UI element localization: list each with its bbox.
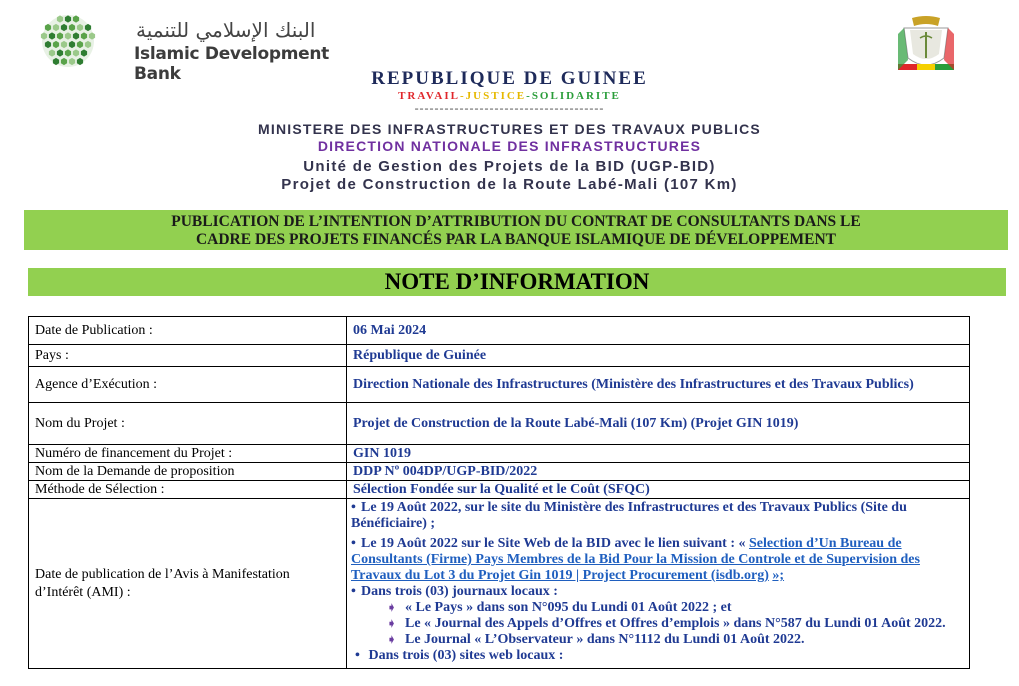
note-title: NOTE D’INFORMATION: [28, 268, 1006, 296]
arrow-bullet-icon: ➧: [387, 618, 397, 630]
bullet-icon: •: [351, 584, 356, 599]
ami-value: [347, 499, 970, 669]
list-item: ➧ Le Journal « L’Observateur » dans N°1112 du Lundi 01 Août 2022.: [387, 632, 805, 647]
table-row: [29, 445, 970, 463]
row-label: Numéro de financement du Projet :: [29, 445, 347, 463]
row-label: Nom de la Demande de proposition: [29, 463, 347, 481]
table-row: [29, 317, 970, 345]
list-item: ➧ Le « Journal des Appels d’Offres et Offres d’emplois » dans N°587 du Lundi 01 Août 2022.: [387, 616, 946, 631]
table-row: [29, 403, 970, 445]
logo-arabic-text: البنك الإسلامي للتنمية: [136, 18, 316, 42]
row-value: République de Guinée: [347, 345, 970, 367]
row-value: 06 Mai 2024: [347, 317, 970, 345]
table-row: [29, 345, 970, 367]
arrow-bullet-icon: ➧: [387, 634, 397, 646]
table-row: [29, 463, 970, 481]
project-name: Projet de Construction de la Route Labé-Mali (107 Km): [281, 176, 738, 193]
ami-label: Date de publication de l’Avis à Manifestation d’Intérêt (AMI) :: [29, 499, 347, 669]
ministry-name: MINISTERE DES INFRASTRUCTURES ET DES TRAVAUX PUBLICS: [258, 121, 761, 137]
logo-english-text: Islamic Development Bank: [134, 44, 329, 84]
table-row: [29, 499, 970, 669]
list-item: • Le 19 Août 2022, sur le site du Ministère des Infrastructures et des Travaux Publics (Site du Bénéficiaire) ;: [351, 500, 907, 531]
arrow-bullet-icon: ➧: [387, 602, 397, 614]
list-item: • Dans trois (03) journaux locaux :: [351, 584, 558, 599]
row-label: Agence d’Exécution :: [29, 367, 347, 403]
row-label: Nom du Projet :: [29, 403, 347, 445]
republic-title: REPUBLIQUE DE GUINEE: [371, 68, 648, 89]
table-row: [29, 367, 970, 403]
row-value: Projet de Construction de la Route Labé-Mali (107 Km) (Projet GIN 1019): [347, 403, 970, 445]
publication-banner-line1: PUBLICATION DE L’INTENTION D’ATTRIBUTION DU CONTRAT DE CONSULTANTS DANS LE: [171, 213, 861, 230]
row-label: Pays :: [29, 345, 347, 367]
row-label: Méthode de Sélection :: [29, 481, 347, 499]
list-item: • Dans trois (03) sites web locaux :: [355, 648, 564, 663]
hexagon-globe-icon: [38, 14, 130, 68]
list-item: • Le 19 Août 2022 sur le Site Web de la BID avec le lien suivant : « Selection d’Un Bureau de Consultants (Firme) Pays Membres de la Bid Pour la Mission de Controle et de Supervision des Travaux du Lot 3 du Projet Gin 1019 | Project Procurement (isdb.org) »;: [351, 536, 920, 583]
row-value: Sélection Fondée sur la Qualité et le Coût (SFQC): [347, 481, 970, 499]
bullet-icon: •: [355, 648, 360, 663]
direction-name: DIRECTION NATIONALE DES INFRASTRUCTURES: [317, 138, 702, 154]
publication-banner: [24, 210, 1008, 250]
bullet-icon: •: [351, 536, 356, 551]
bullet-icon: •: [351, 500, 356, 515]
national-motto: TRAVAIL-JUSTICE-SOLIDARITE: [398, 90, 621, 102]
row-value: DDP Nº 004DP/UGP-BID/2022: [347, 463, 970, 481]
isdb-logo: [38, 14, 348, 84]
list-item: ➧ « Le Pays » dans son N°095 du Lundi 01 Août 2022 ; et: [387, 600, 732, 615]
publication-banner-line2: CADRE DES PROJETS FINANCÉS PAR LA BANQUE ISLAMIQUE DE DÉVELOPPEMENT: [195, 231, 837, 248]
info-table: [28, 316, 970, 669]
row-value: GIN 1019: [347, 445, 970, 463]
row-value: Direction Nationale des Infrastructures (Ministère des Infrastructures et des Travaux Publics): [347, 367, 970, 403]
separator-dashes: --------------------------------------: [414, 101, 605, 115]
unit-name: Unité de Gestion des Projets de la BID (UGP-BID): [303, 158, 716, 175]
row-label: Date de Publication :: [29, 317, 347, 345]
isdb-procurement-link[interactable]: Selection d’Un Bureau de Consultants (Firme) Pays Membres de la Bid Pour la Mission de Controle et de Supervision des Travaux du Lot 3 du Projet Gin 1019 | Project Procurement (isdb.org): [351, 536, 920, 583]
table-row: [29, 481, 970, 499]
